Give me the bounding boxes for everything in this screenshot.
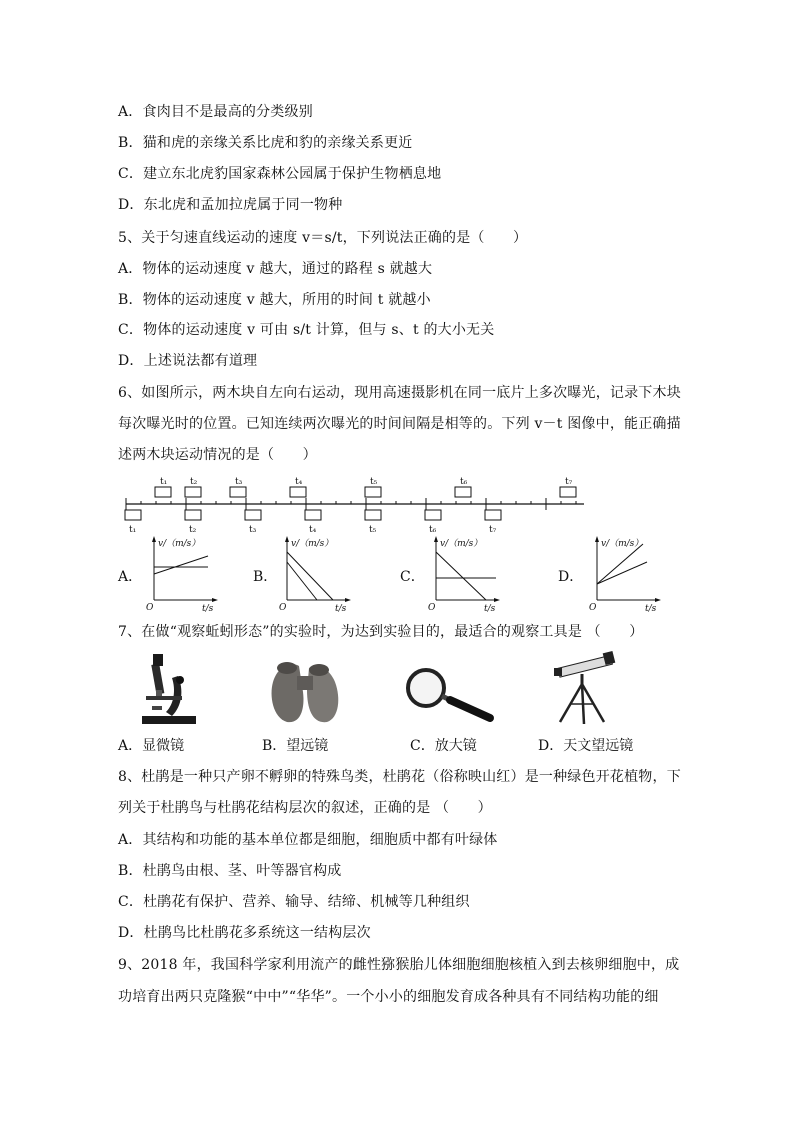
exposure-strip-figure <box>118 474 588 534</box>
q4-option-c: C．建立东北虎豹国家森林公园属于保护生物栖息地 <box>118 166 442 182</box>
bottom-label: t₄ <box>309 525 317 534</box>
top-label: t₅ <box>370 477 378 487</box>
q7-option-a: A．显微镜 <box>118 738 185 754</box>
q6-stem-line1: 6、如图所示，两木块自左向右运动，现用高速摄影机在同一底片上多次曝光，记录下木块 <box>118 385 681 401</box>
q5-option-b: B．物体的运动速度 v 越大，所用的时间 t 就越小 <box>118 292 431 308</box>
q7-stem: 7、在做“观察蚯蚓形态”的实验时，为达到实验目的，最适合的观察工具是 （ ） <box>118 624 644 640</box>
q8-option-a: A．其结构和功能的基本单位都是细胞，细胞质中都有叶绿体 <box>118 832 498 848</box>
q8-stem-line1: 8、杜鹃是一种只产卵不孵卵的特殊鸟类，杜鹃花（俗称映山红）是一种绿色开花植物，下 <box>118 769 681 785</box>
y-axis-label: v/（m/s） <box>291 539 334 549</box>
telescope-image <box>544 650 622 726</box>
graph-option-a-label: A． <box>118 569 143 585</box>
q6-stem-line2: 每次曝光时的位置。已知连续两次曝光的时间间隔是相等的。下列 v－t 图像中，能正确描 <box>118 416 681 432</box>
q8-stem-line2: 列关于杜鹃鸟与杜鹃花结构层次的叙述，正确的是 （ ） <box>118 800 492 816</box>
graph-option-b-label: B． <box>253 569 278 585</box>
microscope-image <box>136 650 200 726</box>
top-label: t₇ <box>565 477 573 487</box>
graph-option-c-label: C． <box>400 569 425 585</box>
binoculars-image <box>267 652 343 728</box>
q5-option-a: A．物体的运动速度 v 越大，通过的路程 s 就越大 <box>118 261 433 277</box>
origin-label: O <box>428 603 436 613</box>
origin-label: O <box>146 603 154 613</box>
q4-option-a: A．食肉目不是最高的分类级别 <box>118 104 313 120</box>
magnifier-image <box>404 664 496 724</box>
graph-b <box>275 534 353 614</box>
graph-a <box>142 534 220 614</box>
x-axis-label: t/s <box>335 604 347 614</box>
top-label: t₆ <box>460 477 468 487</box>
q6-stem-line3: 述两木块运动情况的是（ ） <box>118 447 317 463</box>
q7-option-d: D．天文望远镜 <box>538 738 634 754</box>
q4-option-d: D．东北虎和孟加拉虎属于同一物种 <box>118 197 343 213</box>
origin-label: O <box>279 603 287 613</box>
q8-option-b: B．杜鹃鸟由根、茎、叶等器官构成 <box>118 863 342 879</box>
bottom-label: t₇ <box>489 525 497 534</box>
x-axis-label: t/s <box>484 604 496 614</box>
q9-stem-line2: 功培育出两只克隆猴“中中”“华华”。一个小小的细胞发育成各种具有不同结构功能的细 <box>118 989 659 1005</box>
bottom-label: t₅ <box>369 525 377 534</box>
bottom-label: t₃ <box>249 525 257 534</box>
origin-label: O <box>589 603 597 613</box>
y-axis-label: v/（m/s） <box>601 539 644 549</box>
bottom-label: t₂ <box>189 525 197 534</box>
bottom-label: t₆ <box>429 525 437 534</box>
q7-option-c: C．放大镜 <box>410 738 477 754</box>
graph-d <box>585 534 663 614</box>
top-label: t₄ <box>295 477 303 487</box>
graph-option-d-label: D． <box>558 569 584 585</box>
q8-option-c: C．杜鹃花有保护、营养、输导、结缔、机械等几种组织 <box>118 894 470 910</box>
top-label: t₁ <box>160 477 168 487</box>
q8-option-d: D．杜鹃鸟比杜鹃花多系统这一结构层次 <box>118 925 371 941</box>
bottom-label: t₁ <box>129 525 137 534</box>
q5-stem: 5、关于匀速直线运动的速度 v＝s/t，下列说法正确的是（ ） <box>118 230 528 246</box>
x-axis-label: t/s <box>645 604 657 614</box>
q5-option-d: D．上述说法都有道理 <box>118 353 258 369</box>
q4-option-b: B．猫和虎的亲缘关系比虎和豹的亲缘关系更近 <box>118 135 413 151</box>
top-label: t₂ <box>190 477 198 487</box>
q5-option-c: C．物体的运动速度 v 可由 s/t 计算，但与 s、t 的大小无关 <box>118 322 495 338</box>
y-axis-label: v/（m/s） <box>158 539 201 549</box>
top-label: t₃ <box>235 477 243 487</box>
q7-option-b: B．望远镜 <box>262 738 329 754</box>
y-axis-label: v/（m/s） <box>440 539 483 549</box>
x-axis-label: t/s <box>202 604 214 614</box>
q9-stem-line1: 9、2018 年，我国科学家利用流产的雌性猕猴胎儿体细胞细胞核植入到去核卵细胞中，成 <box>118 957 680 973</box>
graph-c <box>424 534 502 614</box>
